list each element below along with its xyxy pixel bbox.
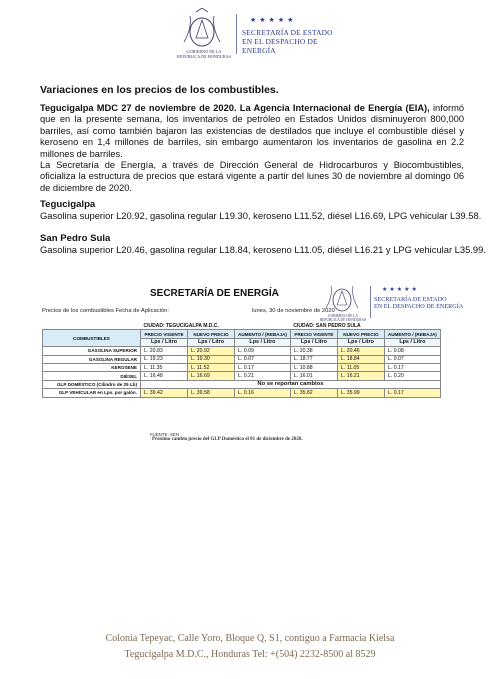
cell: L. 11.35 — [141, 363, 188, 371]
cell: L. 20.38 — [290, 347, 337, 355]
cell: L. 39.58 — [188, 389, 235, 397]
city-heading-tegucigalpa: Tegucigalpa — [40, 199, 96, 210]
cell: L. 35.82 — [290, 389, 337, 397]
cell: L. 20.46 — [337, 347, 384, 355]
cell: L. 0.09 — [235, 347, 291, 355]
table-row — [43, 347, 441, 355]
header-divider — [236, 14, 237, 54]
city-a-label: CIUDAD: TEGUCIGALPA M.D.C. — [143, 322, 219, 329]
table-date: lunes, 30 de noviembre de 2020 — [252, 308, 335, 314]
cell: L. 20.92 — [188, 347, 235, 355]
table-row — [43, 372, 441, 380]
table-row — [43, 363, 441, 371]
col-header: PRECIO VIGENTE — [290, 330, 337, 338]
table-source: FUENTE: SEN — [150, 432, 180, 437]
cell: L. 0.07 — [235, 355, 291, 363]
fuel-price-table — [42, 322, 441, 398]
cell: L. 11.52 — [188, 363, 235, 371]
stars-row: ★★★★★ — [250, 17, 297, 24]
column-header-row — [43, 330, 441, 338]
cell: L. 0.17 — [235, 363, 291, 371]
table-header-divider — [370, 286, 371, 318]
table-row — [43, 380, 441, 388]
cell: L. 0.20 — [384, 372, 440, 380]
cell: L. 0.17 — [384, 389, 440, 397]
cell: L. 16.01 — [290, 372, 337, 380]
paragraph-secretaria: La Secretaría de Energía, a través de Dirección General de Hidrocarburos y Biocombustibles, oficializa la estructura de precios que estará vigente a partir del lunes 30 de noviembre al domingo 06 de diciembre de 2020. — [40, 160, 464, 193]
paragraph-eia — [40, 103, 464, 160]
cell: L. 18.84 — [337, 355, 384, 363]
cell: L. 11.05 — [337, 363, 384, 371]
col-header: PRECIO VIGENTE — [141, 330, 188, 338]
document-title: Variaciones en los precios de los combustibles. — [40, 84, 279, 96]
city-heading-san-pedro-sula: San Pedro Sula — [40, 233, 111, 244]
cell: L. 0.07 — [384, 355, 440, 363]
paragraph-body: informó que en la presente semana, los inventarios de petróleo en Estados Unidos disminuyeron 800,000 barriles, así como también bajaron las existencias de destilados que incluye el combustible diésel y keroseno en 1,4 millones de barriles, sin embargo aumentaron los inventarios de gasolina en 2.2 millones de barriles. — [40, 103, 464, 159]
prices-san-pedro-sula: Gasolina superior L20.46, gasolina regular L18.84, keroseno L11.05, diésel L16.21 y LPG vehicular L35.99. — [40, 244, 486, 255]
cell: L. 10.88 — [290, 363, 337, 371]
col-header: NUEVO PRECIO — [188, 330, 235, 338]
unit-cell: Lps / Litro — [141, 338, 188, 346]
table-secretaria-name: SECRETARÍA DE ESTADO EN EL DESPACHO DE ENERGÍA — [374, 296, 464, 311]
cell: L. 0.16 — [235, 389, 291, 397]
unit-cell: Lps / Litro — [337, 338, 384, 346]
cell: L. 19.30 — [188, 355, 235, 363]
table-row — [43, 355, 441, 363]
col-header: AUMENTO / (REBAJA) — [235, 330, 291, 338]
table-stars-row: ★★★★★ — [382, 287, 419, 293]
city-b-label: CIUDAD: SAN PEDRO SULA — [293, 322, 361, 329]
row-label: KEROSENE — [43, 363, 141, 371]
cell: L. 20.83 — [141, 347, 188, 355]
table-subtitle: Precios de los combustibles Fecha de Aplicación: — [42, 308, 169, 314]
table-row — [43, 389, 441, 397]
footer-contact: Tegucigalpa M.D.C., Honduras Tel: +(504) 2232-8500 al 8529 — [124, 649, 376, 660]
table-government-caption: GOBIERNO DE LA REPÚBLICA DE HONDURAS — [319, 314, 367, 322]
row-label: GLP DOMÉSTICO (Cilindro de 25 Lb) — [43, 380, 141, 388]
cell: L. 18.77 — [290, 355, 337, 363]
no-change-message: No se reportan cambios — [141, 380, 441, 388]
price-table-figure — [30, 282, 480, 446]
cell: L. 16.69 — [188, 372, 235, 380]
row-label: GASOLINA SUPERIOR — [43, 347, 141, 355]
unit-cell: Lps / Litro — [384, 338, 440, 346]
col-header: NUEVO PRECIO — [337, 330, 384, 338]
cell: L. 0.17 — [384, 363, 440, 371]
cell: L. 16.21 — [337, 372, 384, 380]
table-heading: SECRETARÍA DE ENERGÍA — [150, 288, 279, 299]
unit-cell: Lps / Litro — [235, 338, 291, 346]
row-label: GLP VEHICULAR en Lps. por galón. — [43, 389, 141, 397]
footer-address: Colonia Tepeyac, Calle Yoro, Bloque Q, S1, contiguo a Farmacia Kielsa — [105, 633, 395, 644]
cell: L. 0.21 — [235, 372, 291, 380]
cell: L. 19.23 — [141, 355, 188, 363]
paragraph-lead: Tegucigalpa MDC 27 de noviembre de 2020. La Agencia Internacional de Energía (EIA), — [40, 103, 430, 113]
unit-cell: Lps / Litro — [188, 338, 235, 346]
cell: L. 16.48 — [141, 372, 188, 380]
cell: L. 39.42 — [141, 389, 188, 397]
letterhead — [176, 8, 346, 58]
row-label: GASOLINA REGULAR — [43, 355, 141, 363]
table-note: Próximo cambio precio del GLP Doméstico el 01 de diciembre de 2020. — [152, 437, 303, 442]
product-column-header: COMBUSTIBLES — [43, 330, 141, 347]
cell: L. 0.08 — [384, 347, 440, 355]
government-caption: GOBIERNO DE LA REPÚBLICA DE HONDURAS — [177, 49, 231, 59]
secretaria-name: SECRETARÍA DE ESTADO EN EL DESPACHO DE ENERGÍA — [242, 28, 333, 55]
honduras-coat-of-arms-icon — [176, 8, 228, 52]
unit-cell: Lps / Litro — [290, 338, 337, 346]
cell: L. 35.99 — [337, 389, 384, 397]
col-header: AUMENTO / (REBAJA) — [384, 330, 440, 338]
row-label: DIÉSEL — [43, 372, 141, 380]
prices-tegucigalpa: Gasolina superior L20.92, gasolina regular L19.30, keroseno L11.52, diésel L16.69, LPG vehicular L39.58. — [40, 210, 482, 221]
